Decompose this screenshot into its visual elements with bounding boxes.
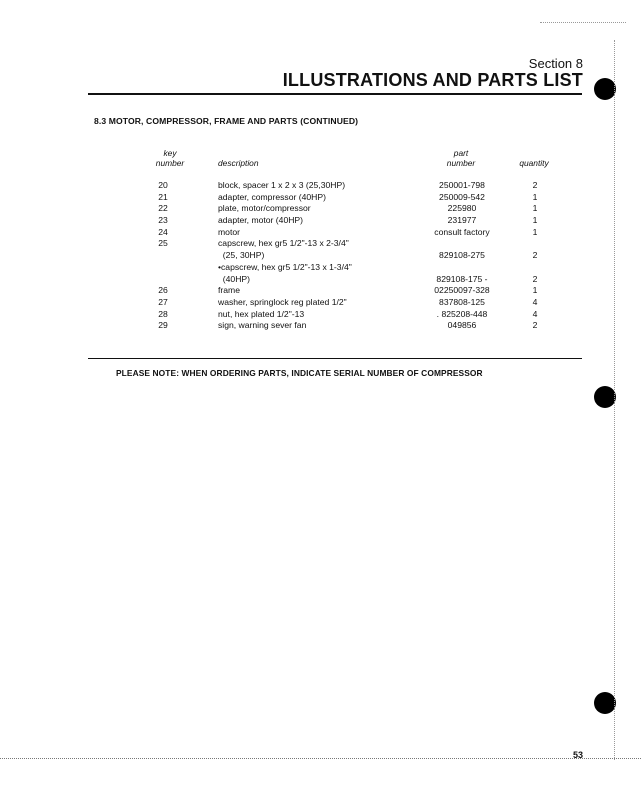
- table-row: [0, 250, 641, 262]
- column-header-quantity: quantity: [519, 158, 549, 168]
- section-label: Section 8: [528, 56, 583, 71]
- table-row: [0, 180, 641, 192]
- quantity: 2: [532, 273, 538, 284]
- page-number: 53: [572, 750, 583, 760]
- parts-table: [0, 180, 641, 332]
- part-number: 225980: [447, 203, 477, 214]
- table-row: [0, 192, 641, 204]
- quantity: 1: [532, 203, 538, 214]
- key-number: 27: [158, 296, 168, 307]
- key-number: 24: [158, 226, 168, 237]
- part-number: 837808-125: [439, 296, 485, 307]
- key-number: 22: [158, 203, 168, 214]
- part-number: consult factory: [434, 226, 490, 237]
- part-description: (40HP): [218, 273, 250, 284]
- part-number: 250009-542: [439, 191, 485, 202]
- key-number: 20: [158, 180, 168, 190]
- part-number: 231977: [447, 215, 477, 226]
- table-row: [0, 320, 641, 332]
- binder-hole-icon: [594, 78, 616, 100]
- quantity: 2: [532, 320, 538, 331]
- part-number: 049856: [447, 320, 477, 331]
- table-row: [0, 262, 641, 274]
- table-bottom-rule: [88, 358, 582, 359]
- table-row: [0, 309, 641, 321]
- table-row: [0, 203, 641, 215]
- column-header-part-number: part number: [446, 148, 476, 168]
- part-description: washer, springlock reg plated 1/2": [218, 296, 347, 307]
- table-row: [0, 215, 641, 227]
- key-number: 26: [158, 285, 168, 296]
- part-number: . 825208-448: [436, 308, 488, 319]
- key-number: 25: [158, 238, 168, 249]
- ordering-note: PLEASE NOTE: WHEN ORDERING PARTS, INDICATE SERIAL NUMBER OF COMPRESSOR: [116, 368, 483, 378]
- binder-hole-icon: [594, 386, 616, 408]
- quantity: 4: [532, 308, 538, 319]
- table-row: [0, 274, 641, 286]
- key-number: 23: [158, 215, 168, 226]
- quantity: 1: [532, 226, 538, 237]
- part-description: adapter, compressor (40HP): [218, 191, 326, 202]
- part-number: 250001-798: [439, 180, 485, 190]
- quantity: 2: [532, 250, 538, 261]
- quantity: 1: [532, 285, 538, 296]
- title-rule: [88, 93, 582, 95]
- part-description: block, spacer 1 x 2 x 3 (25,30HP): [218, 180, 346, 190]
- part-description: sign, warning sever fan: [218, 320, 307, 331]
- key-number: 29: [158, 320, 168, 331]
- part-description: •capscrew, hex gr5 1/2"-13 x 1-3/4": [218, 261, 352, 272]
- key-number: 28: [158, 308, 168, 319]
- quantity: 4: [532, 296, 538, 307]
- table-row: [0, 285, 641, 297]
- part-description: frame: [218, 285, 240, 296]
- part-number: 829108-175 -: [436, 273, 488, 284]
- part-description: (25, 30HP): [218, 250, 265, 261]
- key-number: 21: [158, 191, 168, 202]
- part-description: adapter, motor (40HP): [218, 215, 304, 226]
- part-number: 02250097-328: [434, 285, 490, 296]
- column-header-key-number: key number: [155, 148, 185, 168]
- scan-edge: [614, 40, 615, 760]
- table-row: [0, 297, 641, 309]
- quantity: 1: [532, 215, 538, 226]
- part-description: capscrew, hex gr5 1/2"-13 x 2-3/4": [218, 238, 349, 249]
- part-description: motor: [218, 226, 240, 237]
- quantity: 2: [532, 180, 538, 190]
- page-title: ILLUSTRATIONS AND PARTS LIST: [282, 70, 583, 90]
- scan-artifact: [0, 758, 641, 759]
- section-subheading: 8.3 MOTOR, COMPRESSOR, FRAME AND PARTS (CONTINUED): [94, 116, 359, 126]
- table-row: [0, 227, 641, 239]
- table-row: [0, 238, 641, 250]
- part-number: 829108-275: [439, 250, 485, 261]
- part-description: nut, hex plated 1/2"-13: [218, 308, 305, 319]
- binder-hole-icon: [594, 692, 616, 714]
- quantity: 1: [532, 191, 538, 202]
- column-header-description: description: [218, 158, 259, 168]
- scan-artifact: [540, 22, 626, 23]
- part-description: plate, motor/compressor: [218, 203, 311, 214]
